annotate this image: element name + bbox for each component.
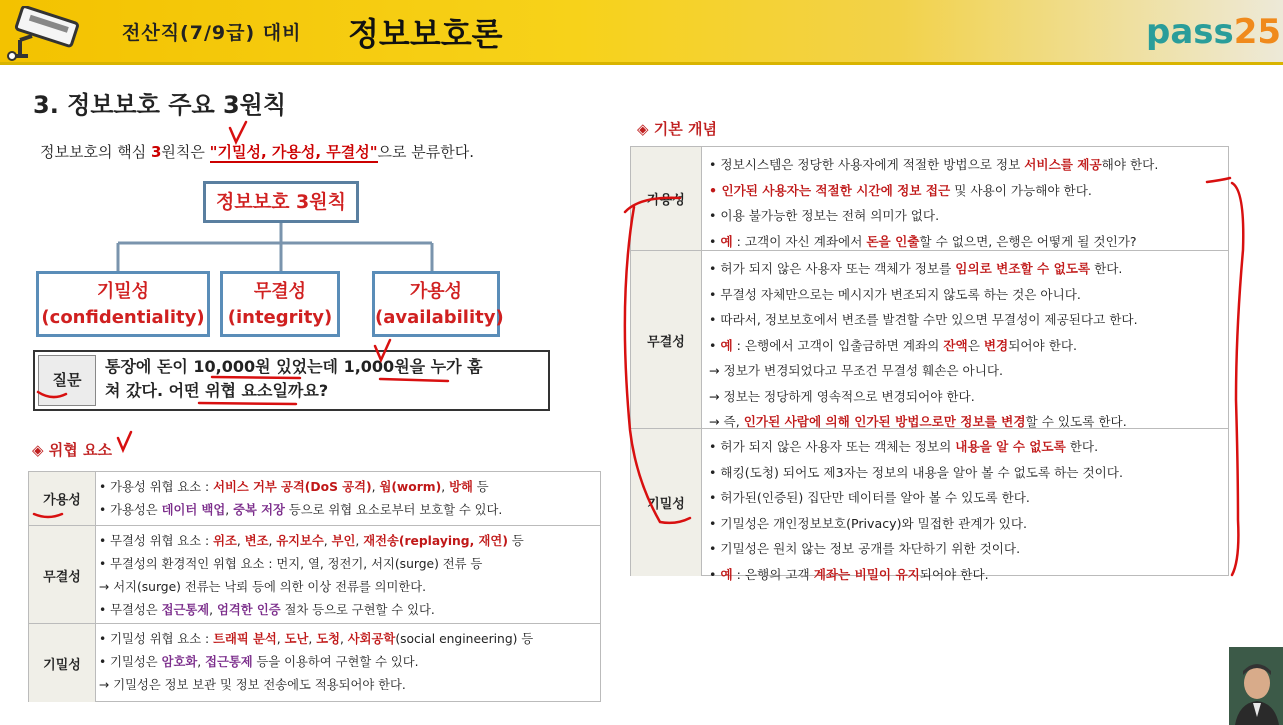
content-line: • 기밀성은 암호화, 접근통제 등을 이용하여 구현할 수 있다. (99, 655, 419, 669)
content-line: → 서지(surge) 전류는 낙뢰 등에 의한 이상 전류를 의미한다. (99, 580, 427, 594)
threat-row-confidentiality (29, 623, 600, 702)
content-line: • 예 : 은행의 고객 계좌는 비밀이 유지되어야 한다. (709, 566, 989, 582)
content-line: • 예 : 고객이 자신 계좌에서 돈을 인출할 수 없으면, 은행은 어떻게 될 것인가? (709, 233, 1137, 249)
basic-row-label: 기밀성 (631, 429, 702, 576)
basic-row-content (709, 152, 1158, 254)
basic-row-content (709, 256, 1138, 435)
content-line: • 따라서, 정보보호에서 변조를 발견할 수만 있으면 무결성이 제공된다고 한다. (709, 312, 1138, 327)
basic-row-availability (631, 147, 1228, 250)
brand-logo: pass25 (1146, 12, 1282, 52)
content-line: • 가용성 위협 요소 : 서비스 거부 공격(DoS 공격), 웜(worm), 방해 등 (99, 480, 489, 494)
content-line: • 기밀성 위협 요소 : 트래픽 분석, 도난, 도청, 사회공학(social engineering) 등 (99, 632, 534, 646)
content-line: • 허가 되지 않은 사용자 또는 객체는 정보의 내용을 알 수 없도록 한다. (709, 439, 1099, 454)
threat-row-content (99, 628, 533, 697)
question-label: 질문 (38, 355, 96, 406)
lecturer-video-thumbnail (1229, 647, 1283, 725)
threat-row-content (99, 530, 524, 622)
threat-row-content (99, 476, 502, 522)
security-camera-icon (6, 6, 94, 66)
content-line: • 예 : 은행에서 고객이 입출금하면 계좌의 잔액은 변경되어야 한다. (709, 337, 1078, 353)
basic-row-label: 가용성 (631, 147, 702, 250)
intro-text: 정보보호의 핵심 3원칙은 "기밀성, 가용성, 무결성"으로 분류한다. (40, 143, 475, 161)
content-line: → 정보가 변경되었다고 무조건 무결성 훼손은 아니다. (709, 363, 1004, 378)
threat-row-label: 기밀성 (29, 624, 96, 702)
principle-box-integrity: 무결성 (integrity) (220, 271, 340, 337)
threat-row-integrity (29, 525, 600, 624)
question-box (33, 350, 550, 411)
content-line: • 이용 불가능한 정보는 전혀 의미가 없다. (709, 208, 940, 223)
basic-section-title: ◈ 기본 개념 (637, 120, 717, 138)
principles-root-box: 정보보호 3원칙 (203, 181, 359, 223)
header-divider (0, 62, 1283, 65)
principle-box-availability: 가용성 (availability) (372, 271, 500, 337)
content-line: • 무결성은 접근통제, 엄격한 인증 절차 등으로 구현할 수 있다. (99, 603, 435, 617)
principle-box-confidentiality: 기밀성 (confidentiality) (36, 271, 210, 337)
content-line: → 기밀성은 정보 보관 및 정보 전송에도 적용되어야 한다. (99, 678, 406, 692)
basic-row-label: 무결성 (631, 251, 702, 429)
content-line: • 무결성 자체만으로는 메시지가 변조되지 않도록 하는 것은 아니다. (709, 286, 1081, 302)
content-line: → 즉, 인가된 사람에 의해 인가된 방법으로만 정보를 변경할 수 있도록 한다. (709, 414, 1127, 429)
question-text: 통장에 돈이 10,000원 있었는데 1,000원을 누가 훔 쳐 갔다. 어떤 위협 요소일까요? (105, 357, 483, 400)
basic-row-confidentiality (631, 428, 1228, 582)
content-line: • 허가 되지 않은 사용자 또는 객체가 정보를 임의로 변조할 수 없도록 한다. (709, 261, 1123, 276)
content-line: • 기밀성은 원치 않는 정보 공개를 차단하기 위한 것이다. (709, 541, 1021, 556)
content-line: • 허가된(인증된) 집단만 데이터를 알아 볼 수 있도록 한다. (709, 490, 1030, 505)
header-subtitle: 전산직(7/9급) 대비 (122, 22, 302, 44)
content-line: • 가용성은 데이터 백업, 중복 저장 등으로 위협 요소로부터 보호할 수 있다. (99, 503, 503, 517)
threat-row-label: 가용성 (29, 472, 96, 525)
threat-section-title: ◈ 위협 요소 (32, 441, 112, 459)
basic-row-integrity (631, 250, 1228, 429)
header-title: 정보보호론 (348, 15, 503, 53)
content-line: • 무결성 위협 요소 : 위조, 변조, 유지보수, 부인, 재전송(replaying, 재연) 등 (99, 534, 524, 548)
content-line: • 기밀성은 개인정보보호(Privacy)와 밀접한 관계가 있다. (709, 515, 1028, 531)
content-line: • 정보시스템은 정당한 사용자에게 적절한 방법으로 정보 서비스를 제공해야 한다. (709, 157, 1159, 172)
threat-table (28, 471, 601, 702)
content-line: • 해킹(도청) 되어도 제3자는 정보의 내용을 알아 볼 수 없도록 하는 것이다. (709, 464, 1123, 480)
section-title: 3. 정보보호 주요 3원칙 (33, 91, 287, 119)
threat-row-label: 무결성 (29, 526, 96, 624)
basic-concept-table (630, 146, 1229, 582)
content-line: • 인가된 사용자는 적절한 시간에 정보 접근 및 사용이 가능해야 한다. (709, 182, 1092, 198)
basic-row-content (709, 434, 1123, 587)
threat-row-availability (29, 472, 600, 525)
content-line: • 무결성의 환경적인 위협 요소 : 먼지, 열, 정전기, 서지(surge) 전류 등 (99, 557, 483, 571)
content-line: → 정보는 정당하게 영속적으로 변경되어야 한다. (709, 388, 975, 404)
